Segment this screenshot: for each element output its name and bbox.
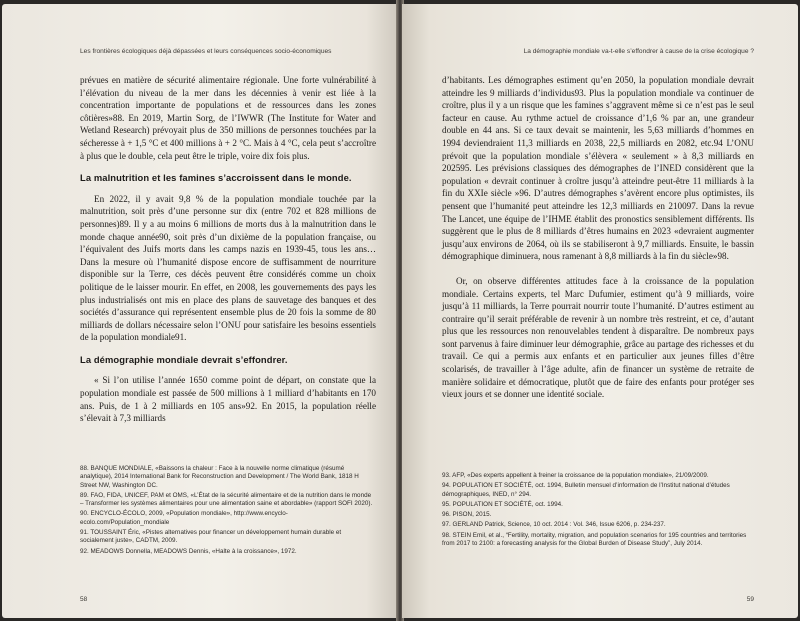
footnote: 88. BANQUE MONDIALE, «Baissons la chaleur : Face à la nouvelle norme climatique (résumé analytique), 2014 International Bank for Reconstruction and Development / The World Bank, 1818 H Street NW, Washington DC.	[80, 465, 359, 489]
footnote: 92. MEADOWS Donnella, MEADOWS Dennis, «Halte à la croissance», 1972.	[80, 547, 297, 555]
paragraph: prévues en matière de sécurité alimentaire régionale. Une forte vulnérabilité à l’élévation du niveau de la mer dans les décennies à venir est liée à la concentration importante de populations et de ressources dans les zones côtières»88. En 2019, Martin Sorg, de l’IWWR (The Institute for Water and Wetland Research) prévoyait plus de 350 millions de personnes touchées par la sécheresse à + 1,5 °C et 400 millions à + 2 °C. Mais à 4 °C, cela peut s’accroître à plus que le double, cela peut être le triple, voire dix fois plus.	[80, 75, 376, 161]
paragraph: En 2022, il y avait 9,8 % de la population mondiale touchée par la malnutrition, soit près d’une personne sur dix (entre 702 et 828 millions de personnes)89. Il y a au moins 6 millions de morts dus à la malnutrition dans le monde chaque année90, soit près d’un dixième de la population française, ou l’équivalent des Juifs morts dans les camps nazis en 1939-45, tous les ans… Dans la mesure où l’humanité dispose encore de suffisamment de nourriture disponible sur la Terre, ces décès peuvent être considérés comme un choix politique de le laisser mourir. En effet, en 2008, les gouvernements des pays les plus industrialisés ont mis en place des plans de sauvetage des banques et des sociétés d’assurance qui représentent ensemble plus de 20 fois la somme de 80 milliards de dollars nécessaire selon l’ONU pour satisfaire les besoins essentiels de la population mondiale91.	[80, 193, 376, 343]
footnote: 93. AFP, «Des experts appellent à freiner la croissance de la population mondiale», 21/09/2009.	[442, 472, 709, 479]
footnote: 90. ENCYCLO-ÉCOLO, 2009, «Population mondiale», http://www.encyclo-ecolo.com/Population_mondiale	[80, 510, 288, 526]
page-number-right: 59	[746, 596, 754, 603]
footnote: 94. POPULATION ET SOCIÉTÉ, oct. 1994, Bulletin mensuel d’information de l’Institut national d’études démographiques, INED, n° 294.	[442, 482, 730, 498]
footnotes-left	[80, 465, 376, 558]
section-heading: La malnutrition et les famines s’accroissent dans le monde.	[80, 172, 352, 184]
page-number-left: 58	[80, 596, 88, 603]
footnote: 98. STEIN Emil, et al., “Fertility, mortality, migration, and population scenarios for 195 countries and territories from 2017 to 2100: a forecasting analysis for the Global Burden of Disease Study”, July 2014.	[442, 531, 747, 548]
footnote: 91. TOUSSAINT Éric, «Pistes alternatives pour financer un développement humain durable et socialement juste», CADTM, 2009.	[80, 529, 342, 545]
running-head-left: Les frontières écologiques déjà dépassées et leurs conséquences socio-économiques	[80, 48, 332, 55]
left-body-text	[80, 74, 376, 425]
section-heading: La démographie mondiale devrait s’effondrer.	[80, 353, 288, 365]
paragraph: « Si l’on utilise l’année 1650 comme point de départ, on constate que la population mondiale est passée de 500 millions à 1 milliard d’habitants en 170 ans. Puis, de 1 à 2 milliards en 105 ans»92. En 2015, la population réelle s’élevait à 7,3 milliards	[80, 375, 376, 424]
running-head-right: La démographie mondiale va-t-elle s’effondrer à cause de la crise écologique ?	[523, 48, 754, 55]
paragraph: Or, on observe différentes attitudes face à la croissance de la population mondiale. Certains experts, tel Marc Dufumier, estiment qu’à 9 milliards, voire jusqu’à 11 milliards, la Terre pourrait nourrir toute l’humanité. D’autres estiment au contraire qu’il serait préférable de revenir à un nombre très restreint, et ce, d’autant plus que les ressources non renouvelables tendent à disparaître. De nombreux pays sont parvenus à faire diminuer leur démographie, grâce au partage des richesses et du travail. Ce qui a permis aux enfants et en particulier aux jeunes filles d’être scolarisés, de travailler à l’âge adulte, afin de financer un système de retraite de manière solidaire et démocratique, plutôt que de faire des enfants pour protéger ses vieux jours et se donner une identité sociale.	[442, 275, 754, 400]
right-page	[402, 4, 798, 618]
footnote: 96. PISON, 2015.	[442, 511, 492, 519]
right-body-text	[442, 74, 754, 401]
paragraph: d’habitants. Les démographes estiment qu’en 2050, la population mondiale devrait atteindre les 9 milliards d’individus93. Plus la population mondiale va continuer de croître, plus il y a un risque que les famines s’aggravent même si ce n’est pas le seul facteur en cause. Au rythme actuel de croissance d’1,6 % par an, une grandeur double en 44 ans. Si ce taux devait se maintenir, les 5,63 milliards d’hommes en 1994 deviendraient 11,3 milliards en 2038, 22,5 milliards en 2082, etc.94 L’ONU prévoit que la population mondiale s’élèvera « seulement » à 8,3 milliards en 202595. Les prévisions classiques des démographes de l’INED considèrent que la population « devrait continuer à croître jusqu’à atteindre peut-être 11 milliards à la fin du XXIe siècle »96. D’autres démographes s’avèrent encore plus optimistes, ils pensent que l’humanité peut atteindre les 12,3 milliards en 210097. Dans la revue The Lancet, une équipe de l’IHME établit des pronostics sensiblement différents. Ils suggèrent que le plus de 8 milliards d’êtres humains en 2023 «devraient augmenter jusqu’aux environs de 2064, où ils se stabiliseront à 9,7 milliards. Ensuite, le bassin démographique diminuera, nous ramenant à 8,8 milliards à la fin du siècle»98.	[442, 75, 754, 262]
left-page	[2, 4, 398, 618]
footnote: 89. FAO, FIDA, UNICEF, PAM et OMS, «L’État de la sécurité alimentaire et de la nutrition dans le monde – Transformer les systèmes alimentaires pour une alimentation saine et abordable» (rapport SOFI 2020).	[80, 491, 373, 508]
footnote: 95. POPULATION ET SOCIÉTÉ, oct. 1994.	[442, 500, 563, 508]
footnote: 97. GERLAND Patrick, Science, 10 oct. 2014 : Vol. 346, Issue 6206, p. 234-237.	[442, 521, 666, 529]
footnotes-right	[442, 472, 754, 550]
